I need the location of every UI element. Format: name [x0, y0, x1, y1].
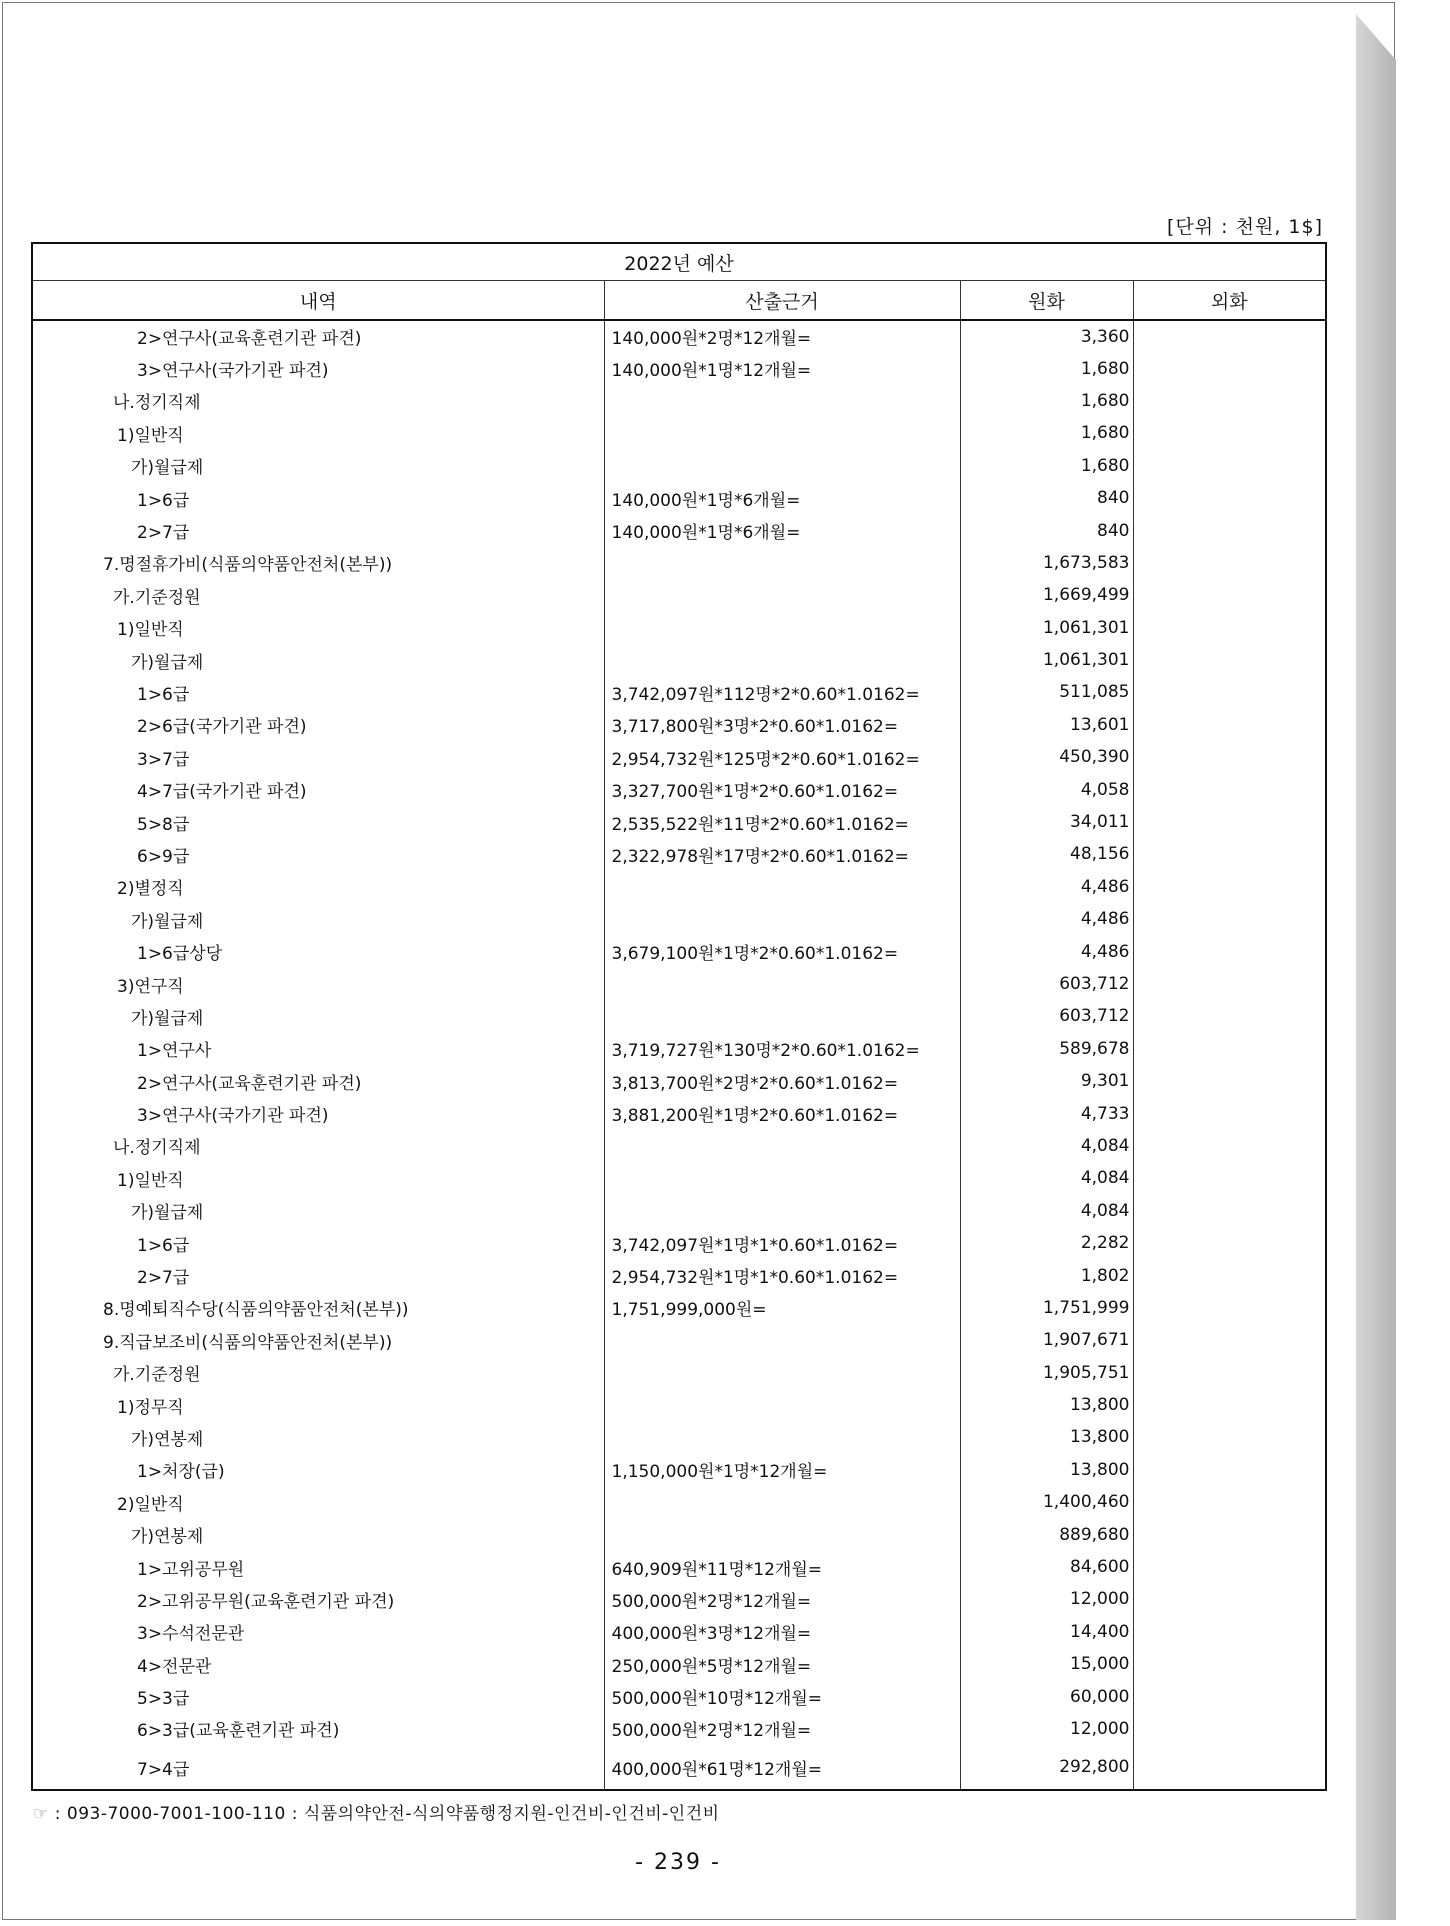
- row-won: 450,390: [960, 741, 1133, 773]
- row-foreign: [1133, 903, 1326, 935]
- table-row: [32, 514, 1326, 546]
- row-item: 8.명예퇴직수당(식품의약품안전처(본부)): [32, 1292, 604, 1324]
- header-won: 원화: [960, 281, 1133, 321]
- row-foreign: [1133, 806, 1326, 838]
- row-won: 1,669,499: [960, 579, 1133, 611]
- page-number: - 239 -: [635, 1850, 721, 1875]
- row-item: 1)일반직: [32, 1162, 604, 1194]
- row-won: 4,486: [960, 935, 1133, 967]
- table-row: [32, 1551, 1326, 1583]
- table-row: [32, 644, 1326, 676]
- row-basis: 3,679,100원*1명*2*0.60*1.0162=: [604, 935, 960, 967]
- row-basis: 3,327,700원*1명*2*0.60*1.0162=: [604, 773, 960, 805]
- row-won: 889,680: [960, 1518, 1133, 1550]
- row-foreign: [1133, 385, 1326, 417]
- row-item: 6>9급: [32, 838, 604, 870]
- row-foreign: [1133, 968, 1326, 1000]
- row-won: 4,084: [960, 1195, 1133, 1227]
- row-item: 가)연봉제: [32, 1518, 604, 1550]
- row-basis: [604, 1000, 960, 1032]
- row-basis: [604, 1195, 960, 1227]
- row-item: 2>7급: [32, 1259, 604, 1291]
- row-won: 3,360: [960, 320, 1133, 352]
- footnote: [33, 1799, 720, 1824]
- row-foreign: [1133, 417, 1326, 449]
- table-row: [32, 1454, 1326, 1486]
- row-foreign: [1133, 579, 1326, 611]
- row-basis: 500,000원*10명*12개월=: [604, 1680, 960, 1712]
- row-basis: 640,909원*11명*12개월=: [604, 1551, 960, 1583]
- row-won: 4,084: [960, 1130, 1133, 1162]
- row-foreign: [1133, 1130, 1326, 1162]
- row-foreign: [1133, 1616, 1326, 1648]
- row-won: 13,800: [960, 1389, 1133, 1421]
- row-foreign: [1133, 320, 1326, 352]
- row-foreign: [1133, 1000, 1326, 1032]
- row-item: 3>연구사(국가기관 파견): [32, 352, 604, 384]
- row-foreign: [1133, 612, 1326, 644]
- table-row: [32, 806, 1326, 838]
- row-won: 4,486: [960, 903, 1133, 935]
- row-foreign: [1133, 514, 1326, 546]
- table-row: [32, 1000, 1326, 1032]
- row-item: 5>3급: [32, 1680, 604, 1712]
- row-foreign: [1133, 352, 1326, 384]
- row-won: 603,712: [960, 968, 1133, 1000]
- row-item: 가)월급제: [32, 1000, 604, 1032]
- row-item: 1>6급상당: [32, 935, 604, 967]
- row-foreign: [1133, 709, 1326, 741]
- row-item: 가)월급제: [32, 450, 604, 482]
- row-foreign: [1133, 1551, 1326, 1583]
- row-foreign: [1133, 1713, 1326, 1745]
- row-item: 가)월급제: [32, 1195, 604, 1227]
- table-row: [32, 1389, 1326, 1421]
- row-foreign: [1133, 676, 1326, 708]
- row-basis: 3,742,097원*112명*2*0.60*1.0162=: [604, 676, 960, 708]
- row-won: 14,400: [960, 1616, 1133, 1648]
- row-basis: 2,954,732원*125명*2*0.60*1.0162=: [604, 741, 960, 773]
- row-foreign: [1133, 773, 1326, 805]
- row-item: 4>전문관: [32, 1648, 604, 1680]
- table-header-row: [32, 281, 1326, 321]
- row-item: 1>6급: [32, 482, 604, 514]
- row-foreign: [1133, 1195, 1326, 1227]
- budget-table: [31, 242, 1327, 1791]
- row-basis: [604, 1130, 960, 1162]
- row-foreign: [1133, 1486, 1326, 1518]
- table-row: [32, 1162, 1326, 1194]
- row-basis: [604, 903, 960, 935]
- row-item: 2>고위공무원(교육훈련기관 파견): [32, 1583, 604, 1615]
- row-won: 13,601: [960, 709, 1133, 741]
- table-row: [32, 1583, 1326, 1615]
- row-item: 3>7급: [32, 741, 604, 773]
- row-won: 1,802: [960, 1259, 1133, 1291]
- row-item: 가)월급제: [32, 903, 604, 935]
- row-basis: 2,954,732원*1명*1*0.60*1.0162=: [604, 1259, 960, 1291]
- header-basis: 산출근거: [604, 281, 960, 321]
- row-basis: [604, 579, 960, 611]
- row-item: 2>7급: [32, 514, 604, 546]
- row-basis: 400,000원*3명*12개월=: [604, 1616, 960, 1648]
- row-basis: 3,719,727원*130명*2*0.60*1.0162=: [604, 1033, 960, 1065]
- row-won: 1,061,301: [960, 612, 1133, 644]
- row-foreign: [1133, 1518, 1326, 1550]
- table-row: [32, 1421, 1326, 1453]
- table-row: [32, 1745, 1326, 1790]
- row-item: 1>연구사: [32, 1033, 604, 1065]
- row-foreign: [1133, 1680, 1326, 1712]
- row-won: 511,085: [960, 676, 1133, 708]
- row-foreign: [1133, 644, 1326, 676]
- table-row: [32, 1324, 1326, 1356]
- row-basis: 3,717,800원*3명*2*0.60*1.0162=: [604, 709, 960, 741]
- row-basis: 500,000원*2명*12개월=: [604, 1713, 960, 1745]
- row-basis: 250,000원*5명*12개월=: [604, 1648, 960, 1680]
- row-foreign: [1133, 1421, 1326, 1453]
- table-row: [32, 1033, 1326, 1065]
- row-foreign: [1133, 741, 1326, 773]
- row-basis: 140,000원*1명*6개월=: [604, 514, 960, 546]
- table-row: [32, 1292, 1326, 1324]
- row-won: 4,058: [960, 773, 1133, 805]
- row-won: 12,000: [960, 1583, 1133, 1615]
- table-row: [32, 1065, 1326, 1097]
- table-row: [32, 709, 1326, 741]
- row-basis: [604, 871, 960, 903]
- row-item: 가.기준정원: [32, 1357, 604, 1389]
- table-row: [32, 1195, 1326, 1227]
- row-item: 가)월급제: [32, 644, 604, 676]
- table-row: [32, 1518, 1326, 1550]
- row-basis: 3,881,200원*1명*2*0.60*1.0162=: [604, 1097, 960, 1129]
- row-basis: [604, 450, 960, 482]
- row-item: 1)정무직: [32, 1389, 604, 1421]
- row-won: 13,800: [960, 1421, 1133, 1453]
- row-won: 13,800: [960, 1454, 1133, 1486]
- table-row: [32, 1357, 1326, 1389]
- row-item: 2>연구사(교육훈련기관 파견): [32, 1065, 604, 1097]
- row-basis: 140,000원*2명*12개월=: [604, 320, 960, 352]
- row-won: 1,907,671: [960, 1324, 1133, 1356]
- row-won: 12,000: [960, 1713, 1133, 1745]
- row-basis: 3,813,700원*2명*2*0.60*1.0162=: [604, 1065, 960, 1097]
- table-row: [32, 1227, 1326, 1259]
- row-won: 4,084: [960, 1162, 1133, 1194]
- row-item: 가)연봉제: [32, 1421, 604, 1453]
- row-basis: [604, 1357, 960, 1389]
- footnote-text: : 093-7000-7001-100-110 : 식품의약안전-식의약품행정지원-인건비-인건비-인건비: [54, 1804, 720, 1824]
- row-foreign: [1133, 1065, 1326, 1097]
- table-body: [32, 320, 1326, 1790]
- table-row: [32, 676, 1326, 708]
- row-item: 3>연구사(국가기관 파견): [32, 1097, 604, 1129]
- row-item: 2>연구사(교육훈련기관 파견): [32, 320, 604, 352]
- row-won: 292,800: [960, 1745, 1133, 1790]
- table-row: [32, 450, 1326, 482]
- row-foreign: [1133, 547, 1326, 579]
- table-row: [32, 1616, 1326, 1648]
- table-row: [32, 968, 1326, 1000]
- row-basis: 1,150,000원*1명*12개월=: [604, 1454, 960, 1486]
- row-basis: 1,751,999,000원=: [604, 1292, 960, 1324]
- row-foreign: [1133, 871, 1326, 903]
- row-won: 1,751,999: [960, 1292, 1133, 1324]
- row-basis: 2,322,978원*17명*2*0.60*1.0162=: [604, 838, 960, 870]
- row-item: 3>수석전문관: [32, 1616, 604, 1648]
- row-item: 1>6급: [32, 1227, 604, 1259]
- row-won: 84,600: [960, 1551, 1133, 1583]
- row-won: 2,282: [960, 1227, 1133, 1259]
- row-won: 9,301: [960, 1065, 1133, 1097]
- row-won: 4,733: [960, 1097, 1133, 1129]
- row-won: 4,486: [960, 871, 1133, 903]
- row-won: 1,673,583: [960, 547, 1133, 579]
- table-row: [32, 1486, 1326, 1518]
- row-item: 가.기준정원: [32, 579, 604, 611]
- header-item: 내역: [32, 281, 604, 321]
- row-basis: [604, 1389, 960, 1421]
- row-foreign: [1133, 1097, 1326, 1129]
- row-item: 5>8급: [32, 806, 604, 838]
- row-won: 1,905,751: [960, 1357, 1133, 1389]
- row-won: 34,011: [960, 806, 1133, 838]
- row-item: 2)별정직: [32, 871, 604, 903]
- row-foreign: [1133, 1745, 1326, 1790]
- row-basis: [604, 1421, 960, 1453]
- table-caption-row: [32, 243, 1326, 281]
- row-won: 15,000: [960, 1648, 1133, 1680]
- row-item: 1)일반직: [32, 612, 604, 644]
- row-won: 60,000: [960, 1680, 1133, 1712]
- row-won: 1,680: [960, 385, 1133, 417]
- table-row: [32, 579, 1326, 611]
- row-foreign: [1133, 1389, 1326, 1421]
- row-item: 1>고위공무원: [32, 1551, 604, 1583]
- row-basis: 140,000원*1명*6개월=: [604, 482, 960, 514]
- row-foreign: [1133, 1162, 1326, 1194]
- row-won: 1,400,460: [960, 1486, 1133, 1518]
- row-foreign: [1133, 1583, 1326, 1615]
- row-item: 2)일반직: [32, 1486, 604, 1518]
- row-foreign: [1133, 1033, 1326, 1065]
- row-foreign: [1133, 935, 1326, 967]
- table-row: [32, 1680, 1326, 1712]
- row-item: 나.정기직제: [32, 385, 604, 417]
- table-row: [32, 773, 1326, 805]
- row-item: 4>7급(국가기관 파견): [32, 773, 604, 805]
- row-item: 2>6급(국가기관 파견): [32, 709, 604, 741]
- table-row: [32, 547, 1326, 579]
- table-row: [32, 352, 1326, 384]
- row-basis: [604, 1518, 960, 1550]
- row-won: 840: [960, 514, 1133, 546]
- row-basis: [604, 644, 960, 676]
- row-won: 840: [960, 482, 1133, 514]
- row-foreign: [1133, 1292, 1326, 1324]
- row-item: 3)연구직: [32, 968, 604, 1000]
- row-basis: 3,742,097원*1명*1*0.60*1.0162=: [604, 1227, 960, 1259]
- page-edge-shadow: [1356, 2, 1396, 1920]
- row-item: 7.명절휴가비(식품의약품안전처(본부)): [32, 547, 604, 579]
- row-basis: 2,535,522원*11명*2*0.60*1.0162=: [604, 806, 960, 838]
- row-basis: 500,000원*2명*12개월=: [604, 1583, 960, 1615]
- row-item: 나.정기직제: [32, 1130, 604, 1162]
- row-item: 1>6급: [32, 676, 604, 708]
- row-basis: [604, 417, 960, 449]
- header-foreign: 외화: [1133, 281, 1326, 321]
- table-caption: 2022년 예산: [32, 243, 1326, 281]
- row-foreign: [1133, 1324, 1326, 1356]
- row-won: 1,680: [960, 352, 1133, 384]
- row-foreign: [1133, 1259, 1326, 1291]
- row-foreign: [1133, 1227, 1326, 1259]
- row-item: 7>4급: [32, 1745, 604, 1790]
- row-foreign: [1133, 482, 1326, 514]
- row-foreign: [1133, 450, 1326, 482]
- table-row: [32, 935, 1326, 967]
- row-basis: [604, 1162, 960, 1194]
- row-item: 1>처장(급): [32, 1454, 604, 1486]
- unit-label: [단위 : 천원, 1$]: [1167, 216, 1323, 238]
- row-basis: [604, 1324, 960, 1356]
- table-row: [32, 385, 1326, 417]
- table-row: [32, 1713, 1326, 1745]
- row-basis: [604, 612, 960, 644]
- row-won: 48,156: [960, 838, 1133, 870]
- table-row: [32, 903, 1326, 935]
- row-item: 9.직급보조비(식품의약품안전처(본부)): [32, 1324, 604, 1356]
- table-row: [32, 1097, 1326, 1129]
- row-won: 1,061,301: [960, 644, 1133, 676]
- row-foreign: [1133, 1454, 1326, 1486]
- table-row: [32, 838, 1326, 870]
- row-basis: [604, 547, 960, 579]
- row-foreign: [1133, 838, 1326, 870]
- row-foreign: [1133, 1648, 1326, 1680]
- table-row: [32, 1648, 1326, 1680]
- table-row: [32, 1130, 1326, 1162]
- table-row: [32, 612, 1326, 644]
- row-won: 1,680: [960, 450, 1133, 482]
- table-row: [32, 482, 1326, 514]
- table-row: [32, 871, 1326, 903]
- row-basis: 400,000원*61명*12개월=: [604, 1745, 960, 1790]
- row-basis: [604, 968, 960, 1000]
- row-basis: [604, 1486, 960, 1518]
- pointing-hand-icon: ☞: [33, 1804, 49, 1824]
- row-foreign: [1133, 1357, 1326, 1389]
- table-row: [32, 417, 1326, 449]
- row-won: 589,678: [960, 1033, 1133, 1065]
- table-row: [32, 1259, 1326, 1291]
- table-row: [32, 741, 1326, 773]
- row-won: 1,680: [960, 417, 1133, 449]
- row-item: 6>3급(교육훈련기관 파견): [32, 1713, 604, 1745]
- row-basis: [604, 385, 960, 417]
- table-row: [32, 320, 1326, 352]
- row-won: 603,712: [960, 1000, 1133, 1032]
- row-item: 1)일반직: [32, 417, 604, 449]
- row-basis: 140,000원*1명*12개월=: [604, 352, 960, 384]
